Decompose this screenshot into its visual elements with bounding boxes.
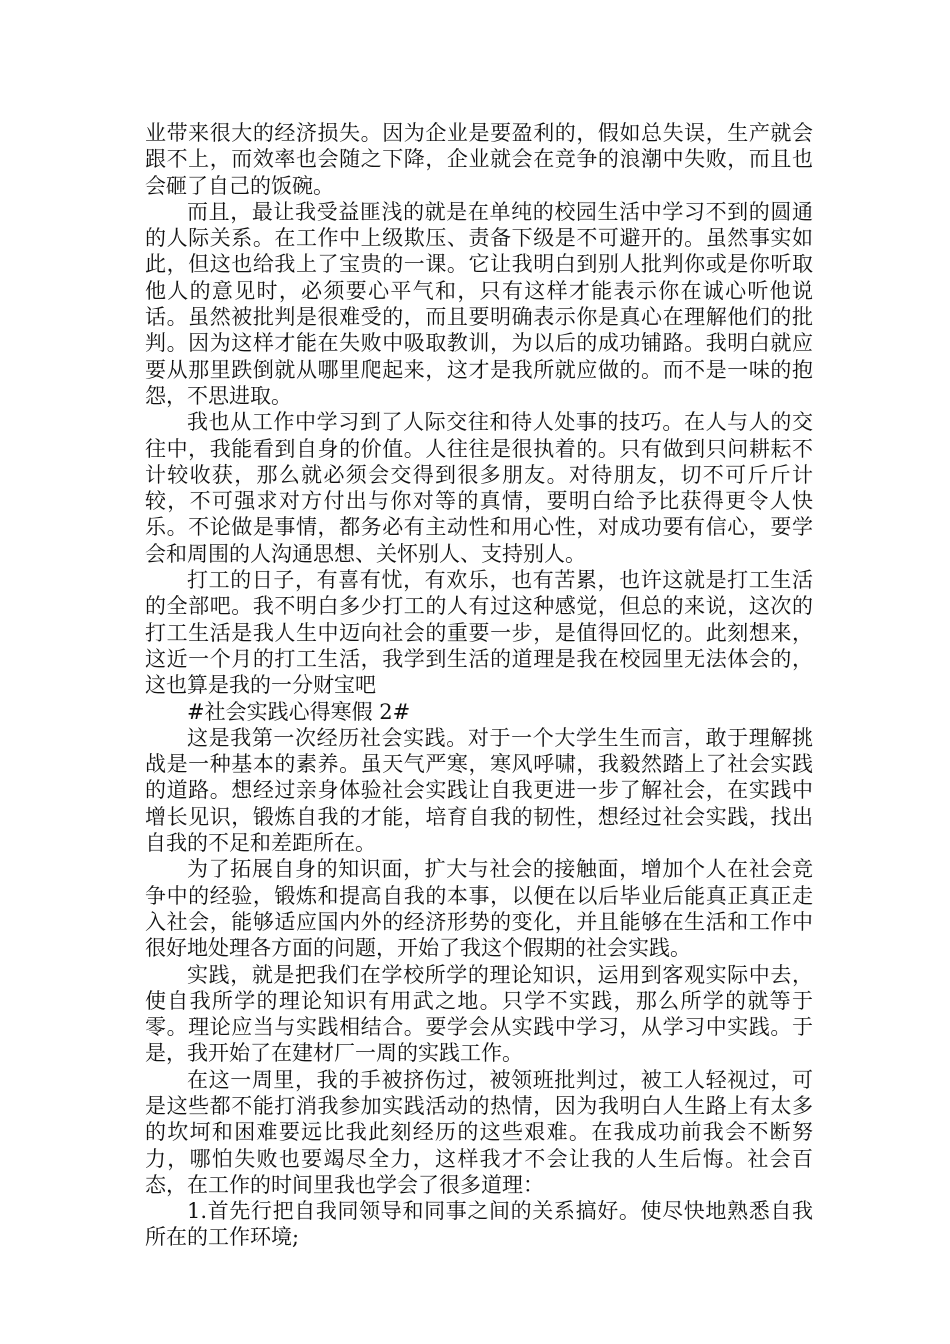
paragraph-5: 这是我第一次经历社会实践。对于一个大学生生而言，敢于理解挑战是一种基本的素养。虽天气严寒，寒风呼啸，我毅然踏上了社会实践的道路。想经过亲身体验社会实践让自我更进一步了解社会，在实践中增长见识，锻炼自我的才能，培育自我的韧性，想经过社会实践，找出自我的不足和差距所在。 <box>145 725 813 856</box>
paragraph-3: 我也从工作中学习到了人际交往和待人处事的技巧。在人与人的交往中，我能看到自身的价值。人往往是很执着的。只有做到只问耕耘不计较收获，那么就必须会交得到很多朋友。对待朋友，切不可斤斤计较，不可强求对方付出与你对等的真情，要明白给予比获得更令人快乐。不论做是事情，都务必有主动性和用心性，对成功要有信心，要学会和周围的人沟通思想、关怀别人、支持别人。 <box>145 410 813 566</box>
paragraph-6: 为了拓展自身的知识面，扩大与社会的接触面，增加个人在社会竞争中的经验，锻炼和提高自我的本事，以便在以后毕业后能真正真正走入社会，能够适应国内外的经济形势的变化，并且能够在生活和工作中很好地处理各方面的问题，开始了我这个假期的社会实践。 <box>145 857 813 961</box>
list-item-1: 1.首先行把自我同领导和同事之间的关系搞好。使尽快地熟悉自我所在的工作环境; <box>145 1199 813 1250</box>
document-body <box>145 120 813 1251</box>
section-heading: #社会实践心得寒假 2# <box>187 699 411 724</box>
paragraph-1: 业带来很大的经济损失。因为企业是要盈利的，假如总失误，生产就会跟不上，而效率也会随之下降，企业就会在竞争的浪潮中失败，而且也会砸了自己的饭碗。 <box>145 121 813 198</box>
paragraph-7: 实践，就是把我们在学校所学的理论知识，运用到客观实际中去，使自我所学的理论知识有用武之地。只学不实践，那么所学的就等于零。理论应当与实践相结合。要学会从实践中学习，从学习中实践。于是，我开始了在建材厂一周的实践工作。 <box>145 962 813 1066</box>
paragraph-8: 在这一周里，我的手被挤伤过，被领班批判过，被工人轻视过，可是这些都不能打消我参加实践活动的热情，因为我明白人生路上有太多的坎坷和困难要远比我此刻经历的这些艰难。在我成功前我会不断努力，哪怕失败也要竭尽全力，这样我才不会让我的人生后悔。社会百态，在工作的时间里我也学会了很多道理： <box>145 1067 813 1197</box>
paragraph-4: 打工的日子，有喜有忧，有欢乐，也有苦累，也许这就是打工生活的全部吧。我不明白多少打工的人有过这种感觉，但总的来说，这次的打工生活是我人生中迈向社会的重要一步，是值得回忆的。此刻想来，这近一个月的打工生活，我学到生活的道理是我在校园里无法体会的，这也算是我的一分财宝吧 <box>145 568 813 698</box>
paragraph-2: 而且，最让我受益匪浅的就是在单纯的校园生活中学习不到的圆通的人际关系。在工作中上级欺压、责备下级是不可避开的。虽然事实如此，但这也给我上了宝贵的一课。它让我明白到别人批判你或是你听取他人的意见时，必须要心平气和，只有这样才能表示你在诚心听他说话。虽然被批判是很难受的，而且要明确表示你是真心在理解他们的批判。因为这样才能在失败中吸取教训，为以后的成功铺路。我明白就应要从那里跌倒就从哪里爬起来，这才是我所就应做的。而不是一味的抱怨，不思进取。 <box>145 199 813 408</box>
